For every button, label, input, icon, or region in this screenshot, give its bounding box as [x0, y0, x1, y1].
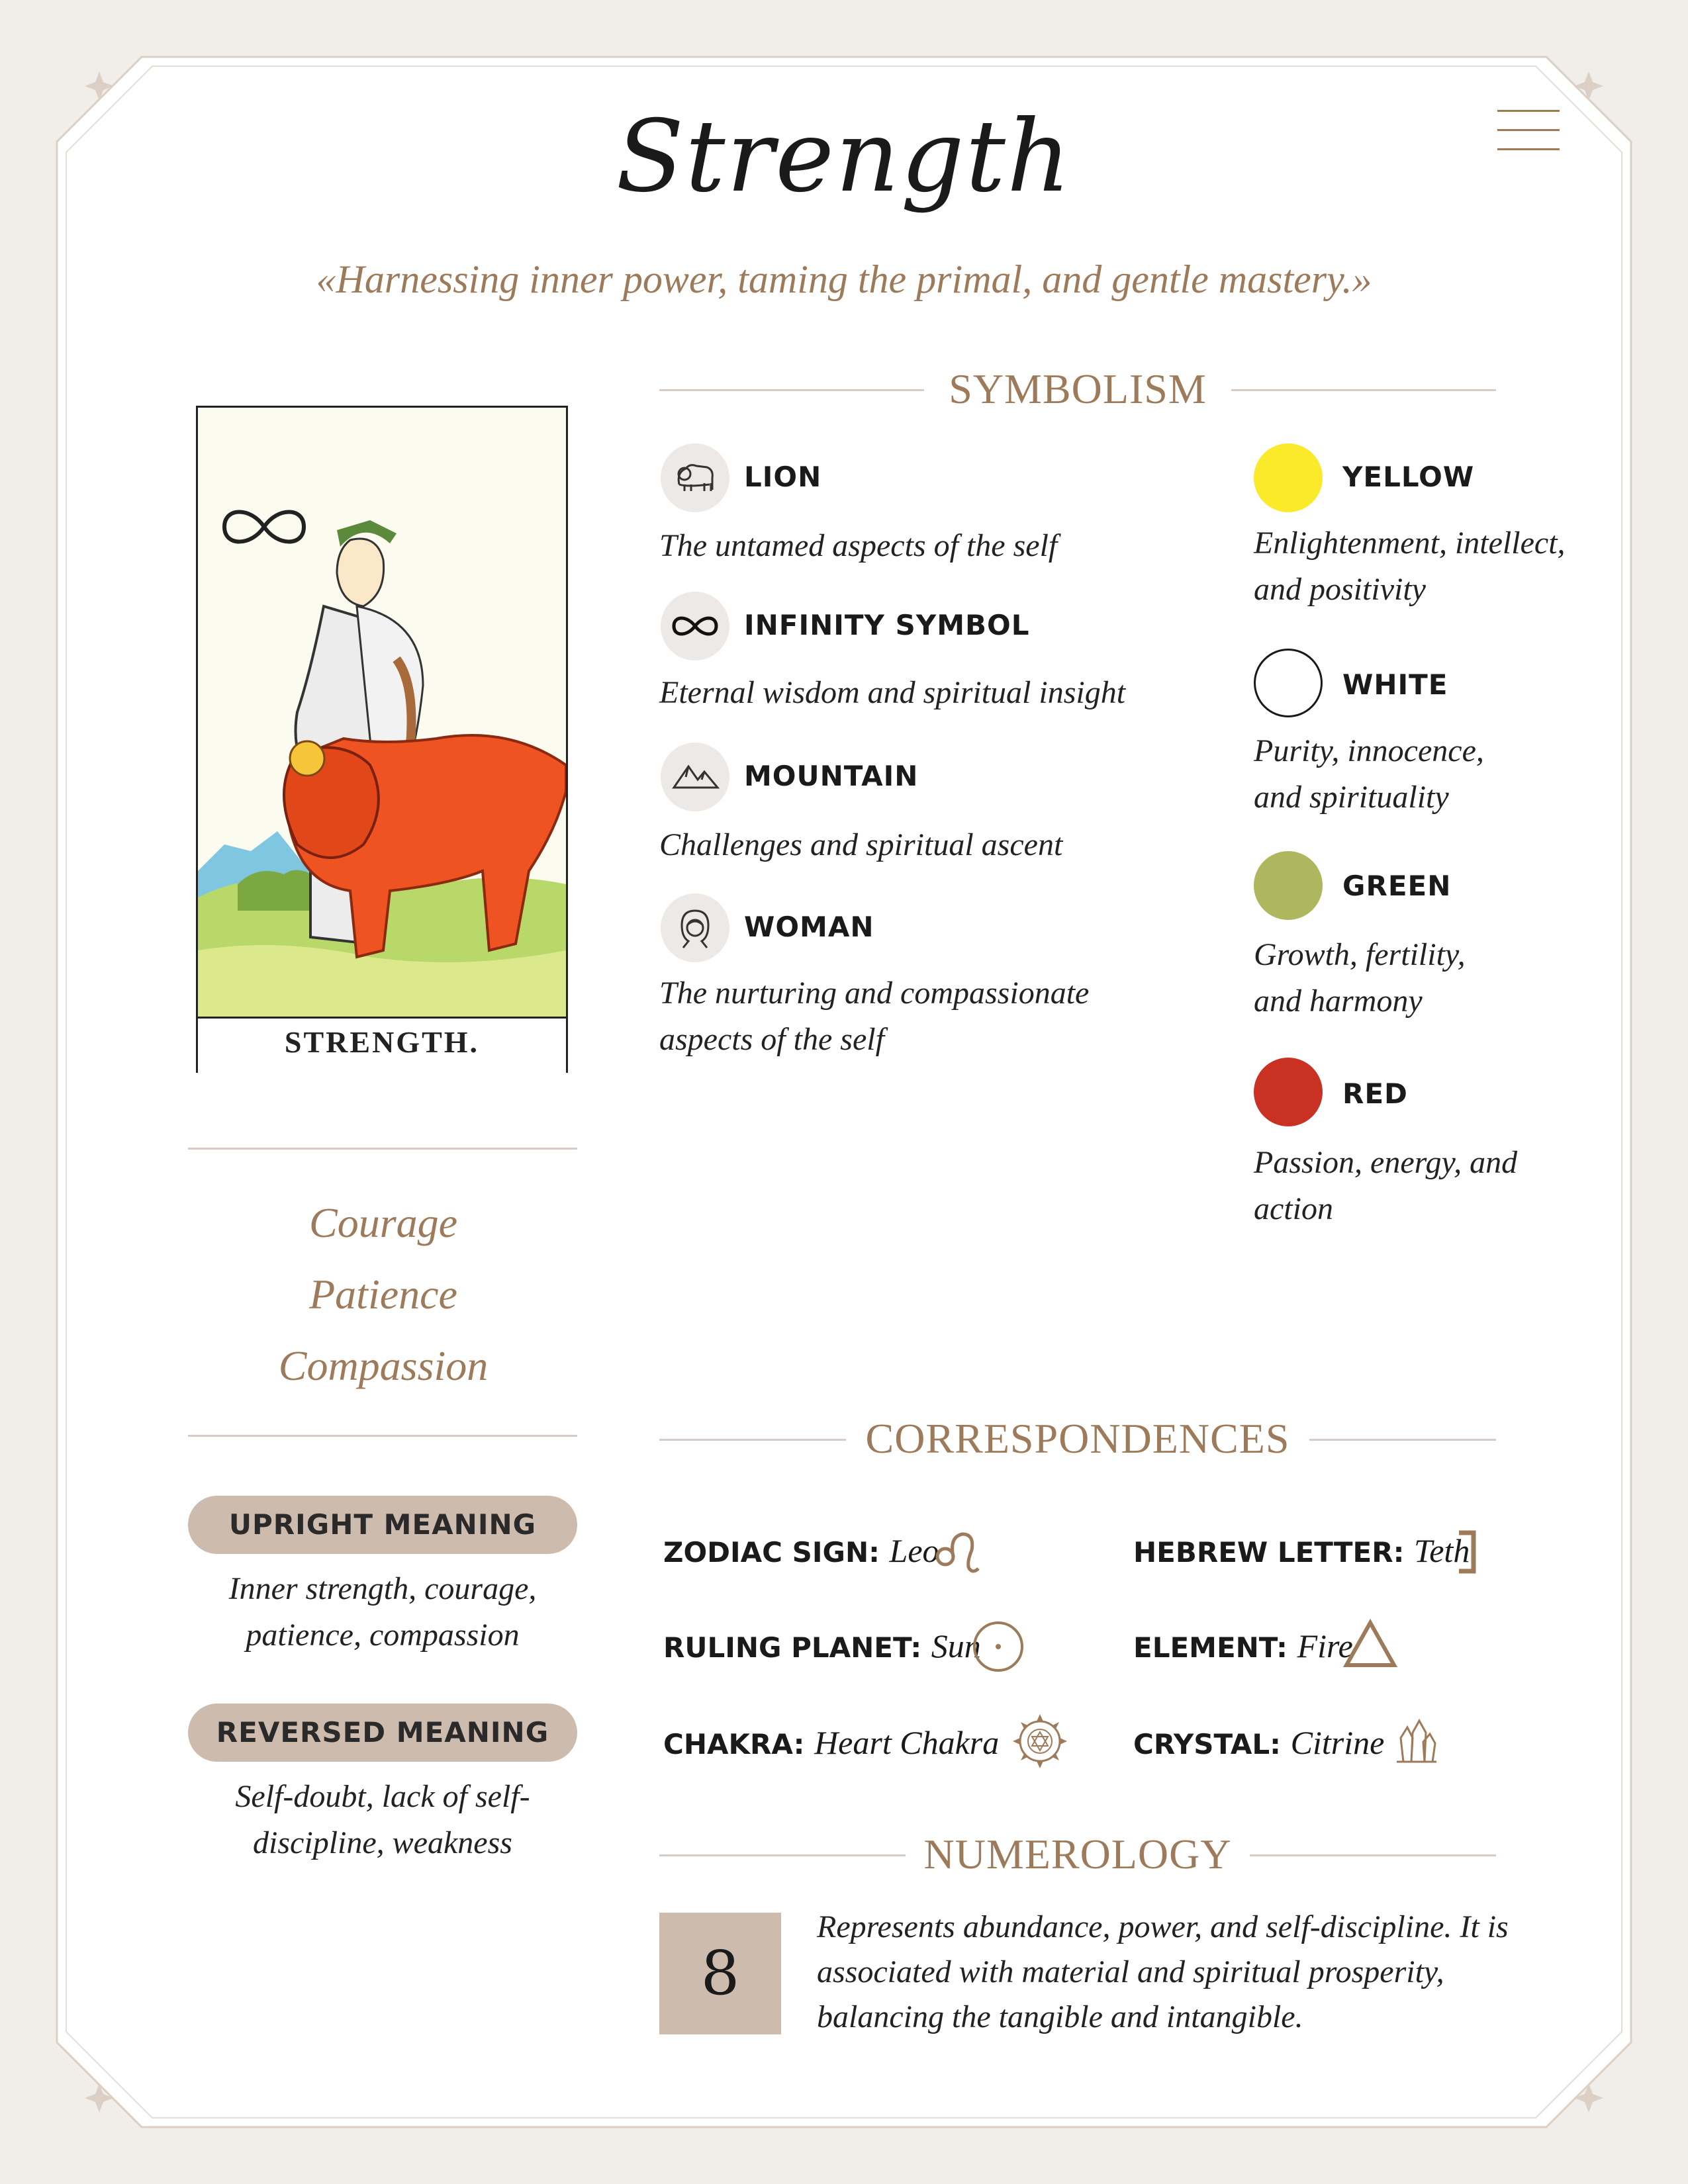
- keyword-list: [188, 1187, 579, 1402]
- color-label-white: WHITE: [1342, 668, 1448, 701]
- fire-triangle-icon: [1342, 1619, 1398, 1669]
- color-label-red: RED: [1342, 1077, 1408, 1110]
- element: ELEMENT: Fire: [1133, 1627, 1353, 1664]
- correspondences-heading: CORRESPONDENCES: [659, 1412, 1496, 1465]
- symbolism-heading: SYMBOLISM: [659, 363, 1496, 416]
- sun-icon: [970, 1619, 1026, 1674]
- upright-meaning-text: Inner strength, courage, patience, compassion: [228, 1571, 537, 1653]
- crystal: CRYSTAL: Citrine: [1133, 1724, 1385, 1761]
- numerology-description: Represents abundance, power, and self-discipline. It is associated with material and spiritual prosperity, balancing the tangible and intangible.: [817, 1909, 1509, 2034]
- color-swatch-green: [1254, 851, 1323, 920]
- color-desc-white: Purity, innocence, and spirituality: [1254, 733, 1484, 815]
- crystal-icon: [1391, 1715, 1442, 1768]
- teth-icon: [1454, 1527, 1488, 1578]
- left-divider-top: [188, 1148, 577, 1150]
- symbol-label-lion: LION: [744, 461, 822, 493]
- symbol-label-mountain: MOUNTAIN: [744, 760, 919, 792]
- lion-icon: [661, 443, 729, 512]
- tagline: «Harnessing inner power, taming the primal, and gentle mastery.»: [316, 257, 1372, 301]
- tarot-card-image: [184, 396, 584, 1091]
- woman-icon: [661, 893, 729, 962]
- symbol-desc-mountain: Challenges and spiritual ascent: [659, 827, 1063, 862]
- reversed-meaning-text: Self-doubt, lack of self-discipline, weakness: [235, 1779, 530, 1860]
- leo-icon: [932, 1524, 982, 1576]
- card-illustration: [198, 408, 566, 1017]
- color-swatch-yellow: [1254, 443, 1323, 512]
- chakra: CHAKRA: Heart Chakra: [663, 1724, 1000, 1761]
- ruling-planet: RULING PLANET: Sun: [663, 1627, 981, 1664]
- zodiac-sign: ZODIAC SIGN: Leo: [663, 1532, 939, 1569]
- keyword: Courage: [309, 1199, 457, 1246]
- color-swatch-white: [1254, 649, 1323, 717]
- heart-chakra-icon: [1010, 1711, 1070, 1771]
- infinity-icon: [661, 592, 729, 660]
- color-label-yellow: YELLOW: [1342, 461, 1475, 493]
- symbol-desc-woman: The nurturing and compassionate aspects of the self: [659, 976, 1090, 1057]
- color-desc-red: Passion, energy, and action: [1254, 1145, 1518, 1226]
- numerology-number: 8: [659, 1913, 781, 2034]
- color-desc-yellow: Enlightenment, intellect, and positivity: [1254, 525, 1566, 607]
- color-desc-green: Growth, fertility, and harmony: [1254, 937, 1466, 1019]
- color-swatch-red: [1254, 1058, 1323, 1126]
- keyword: Patience: [309, 1271, 457, 1318]
- mountain-icon: [661, 743, 729, 811]
- color-label-green: GREEN: [1342, 870, 1452, 902]
- page-title: Strength: [616, 99, 1072, 214]
- symbol-label-woman: WOMAN: [744, 911, 874, 943]
- reversed-meaning-badge: REVERSED MEANING: [188, 1704, 577, 1762]
- symbol-desc-infinity: Eternal wisdom and spiritual insight: [659, 675, 1126, 710]
- numerology-heading: NUMEROLOGY: [659, 1828, 1496, 1881]
- upright-meaning-badge: UPRIGHT MEANING: [188, 1496, 577, 1554]
- symbol-label-infinity: INFINITY SYMBOL: [744, 609, 1030, 641]
- keyword: Compassion: [278, 1342, 489, 1389]
- card-caption: STRENGTH.: [284, 1025, 480, 1059]
- symbol-desc-lion: The untamed aspects of the self: [659, 528, 1058, 563]
- hebrew-letter: HEBREW LETTER: Teth: [1133, 1532, 1470, 1569]
- left-divider-bottom: [188, 1435, 577, 1437]
